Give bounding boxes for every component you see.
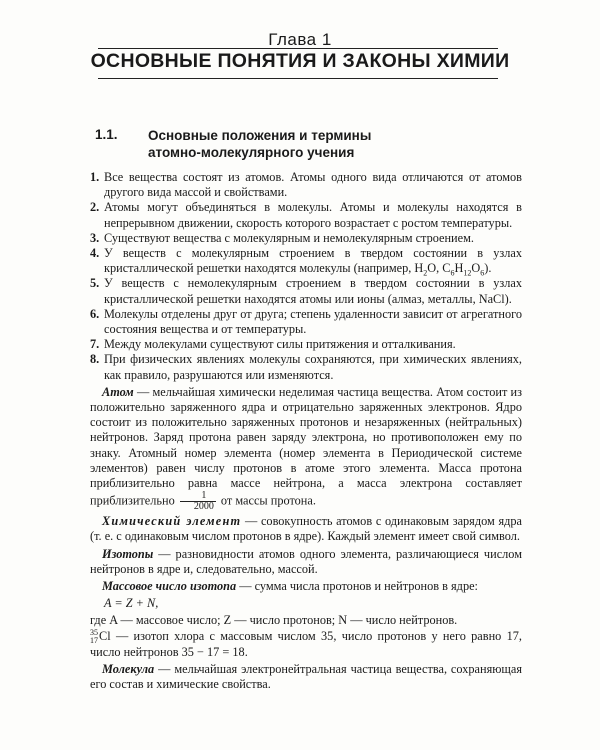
list-item — [90, 307, 522, 337]
fraction — [180, 491, 216, 512]
main-text — [90, 170, 522, 692]
term-atom: Атом — [102, 384, 134, 399]
chapter-title: ОСНОВНЫЕ ПОНЯТИЯ И ЗАКОНЫ ХИМИИ — [90, 50, 510, 72]
chapter-rule-top — [98, 48, 498, 49]
item-number: 4. — [90, 246, 100, 261]
item-number: 6. — [90, 306, 100, 321]
item-number: 8. — [90, 352, 100, 367]
section-title — [148, 127, 478, 161]
definition-text: — совокупность атомов с одинаковым зарядом ядра (т. е. с одинаковым числом протонов в ядре). Каждый элемент имеет свой символ. — [90, 514, 522, 544]
list-item — [90, 337, 522, 352]
fraction-numerator: 1 — [180, 491, 216, 502]
item-text: Существуют вещества с молекулярным и немолекулярным строением. — [104, 230, 474, 245]
definition-text: — разновидности атомов одного элемента, различающиеся числом нейтронов в ядре и, следовательно, массой. — [90, 546, 522, 576]
principles-list — [90, 170, 522, 383]
item-number: 1. — [90, 170, 100, 184]
item-text: ). — [484, 261, 492, 276]
term-isotopes: Изотопы — [102, 546, 154, 561]
item-number: 5. — [90, 276, 100, 291]
fraction-denominator: 2000 — [193, 501, 214, 513]
formula-subscript: 12 — [463, 268, 472, 278]
item-text: H — [454, 261, 464, 276]
definition-text: — сумма числа протонов и нейтронов в ядре: — [236, 579, 478, 594]
item-text: Атомы могут объединяться в молекулы. Атомы и молекулы находятся в непрерывном движении, скорость которого возрастает с ростом температуры. — [104, 200, 522, 230]
item-text: При физических явлениях молекулы сохраняются, при химических явлениях, как правило, разрушаются или изменяются. — [104, 352, 522, 382]
formula-subscript: 6 — [450, 268, 455, 278]
definition-mass-number — [90, 579, 522, 594]
chapter-label: Глава 1 — [268, 30, 332, 49]
isotope-notation — [90, 629, 98, 645]
isotope-mass: 35 — [90, 627, 98, 637]
section-title-line2: атомно-молекулярного учения — [148, 145, 355, 160]
term-element: Химический элемент — [102, 514, 242, 529]
section-number: 1.1. — [95, 127, 118, 142]
item-text: У веществ с молекулярным строением в твердом состоянии в узлах кристаллической решетки находятся молекулы (например, H — [104, 246, 522, 276]
list-item — [90, 231, 522, 246]
list-item — [90, 246, 522, 276]
formula-subscript: 2 — [423, 268, 428, 278]
definition-text: от массы протона. — [220, 493, 316, 508]
formula: A = Z + N, — [104, 596, 159, 611]
isotope-example — [90, 629, 522, 660]
list-item — [90, 170, 522, 200]
definition-atom — [90, 385, 522, 512]
item-text: У веществ с немолекулярным строением в твердом состоянии в узлах кристаллической решетки находятся атомы или ионы (алмаз, металлы, NaCl). — [104, 276, 522, 306]
section-title-line1: Основные положения и термины — [148, 128, 372, 143]
term-molecule: Молекула — [102, 662, 155, 677]
term-mass-number: Массовое число изотопа — [102, 579, 237, 594]
item-number: 2. — [90, 200, 100, 215]
isotope-charge: 17 — [90, 635, 98, 645]
definition-text: — мельчайшая электронейтральная частица вещества, сохраняющая его состав и химические свойства. — [90, 662, 522, 692]
item-text: Молекулы отделены друг от друга; степень удаленности зависит от агрегатного состояния вещества и от температуры. — [104, 306, 522, 337]
item-number: 3. — [90, 230, 100, 245]
item-text: Между молекулами существуют силы притяжения и отталкивания. — [104, 337, 456, 352]
formula-explanation: где A — массовое число; Z — число протонов; N — число нейтронов. — [90, 613, 458, 628]
isotope-symbol: Cl — [99, 628, 111, 643]
definition-text: — мельчайшая химически неделимая частица вещества. Атом состоит из положительно заряженного ядра и отрицательно заряженных электронов. Ядро состоит из положительно заряженных протонов и незаряженных (нейтральных) нейтронов. Заряд протона равен заряду электрона, но противоположен ему по знаку. Атомный номер элемента (номер элемента в Периодической системе элементов) равен числу протонов в атоме этого элемента. Масса протона приблизительно равна массе нейтрона, а масса электрона составляет приблизительно — [90, 384, 522, 508]
definition-molecule — [90, 662, 522, 692]
item-text: O, C — [427, 261, 451, 276]
item-text: Все вещества состоят из атомов. Атомы одного вида отличаются от атомов другого вида массой и свойствами. — [104, 170, 522, 200]
definition-text: — изотоп хлора с массовым числом 35, число протонов у него равно 17, число нейтронов 35 − 17 = 18. — [90, 628, 522, 659]
item-number: 7. — [90, 337, 100, 352]
definition-element — [90, 514, 522, 544]
list-item — [90, 200, 522, 230]
definition-isotopes — [90, 547, 522, 577]
formula-subscript: 6 — [480, 268, 485, 278]
list-item — [90, 352, 522, 382]
chapter-rule-bottom — [98, 78, 498, 79]
item-text: O — [471, 261, 481, 276]
list-item — [90, 276, 522, 306]
